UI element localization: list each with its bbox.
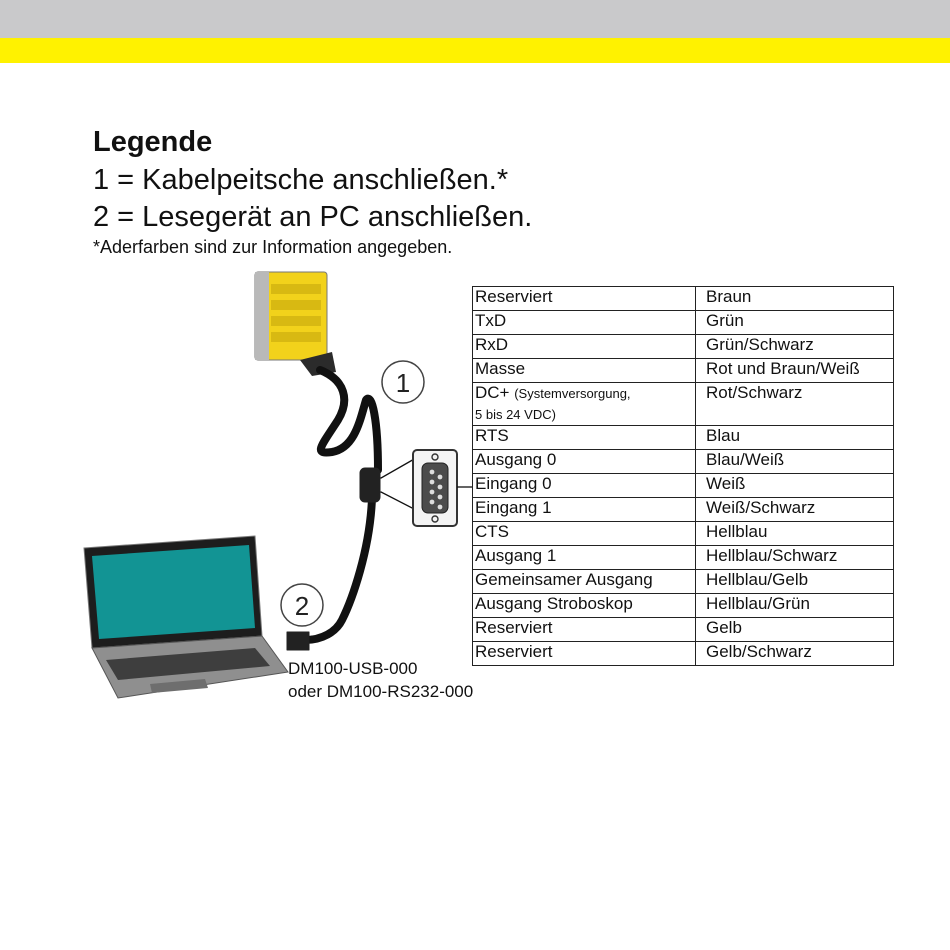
- signal-cell: [473, 383, 696, 426]
- color-cell: Rot und Braun/Weiß: [696, 359, 894, 383]
- signal-name: DC+: [475, 383, 510, 402]
- table-row: [473, 498, 894, 522]
- signal-cell: RTS: [473, 426, 696, 450]
- table-row: [473, 335, 894, 359]
- legend-step-1: 1 = Kabelpeitsche anschließen.*: [93, 164, 509, 196]
- signal-cell: Reserviert: [473, 287, 696, 311]
- color-cell: Blau/Weiß: [696, 450, 894, 474]
- svg-text:1: 1: [395, 368, 411, 398]
- color-cell: Hellblau/Gelb: [696, 570, 894, 594]
- legend-step-2: 2 = Lesegerät an PC anschließen.: [93, 201, 533, 233]
- signal-cell: Eingang 0: [473, 474, 696, 498]
- signal-cell: Reserviert: [473, 618, 696, 642]
- table-row: [473, 426, 894, 450]
- signal-cell: Gemeinsamer Ausgang: [473, 570, 696, 594]
- callout-2: [281, 584, 323, 626]
- signal-cell: TxD: [473, 311, 696, 335]
- signal-cell: Masse: [473, 359, 696, 383]
- color-cell: Grün/Schwarz: [696, 335, 894, 359]
- table-row: [473, 642, 894, 666]
- color-cell: Gelb/Schwarz: [696, 642, 894, 666]
- table-row: [473, 474, 894, 498]
- table-row: [473, 522, 894, 546]
- color-cell: Hellblau/Grün: [696, 594, 894, 618]
- table-row: [473, 546, 894, 570]
- color-cell: Blau: [696, 426, 894, 450]
- table-row: [473, 311, 894, 335]
- signal-cell: CTS: [473, 522, 696, 546]
- color-cell: Braun: [696, 287, 894, 311]
- signal-cell: Reserviert: [473, 642, 696, 666]
- signal-note-1: (Systemversorgung,: [514, 386, 631, 401]
- table-row: [473, 383, 894, 426]
- legend-note: *Aderfarben sind zur Information angegeben.: [93, 237, 453, 257]
- color-cell: Hellblau/Schwarz: [696, 546, 894, 570]
- callout-1: [382, 361, 424, 403]
- signal-cell: Eingang 1: [473, 498, 696, 522]
- color-cell: Hellblau: [696, 522, 894, 546]
- signal-cell: RxD: [473, 335, 696, 359]
- table-row: [473, 287, 894, 311]
- signal-cell: Ausgang Stroboskop: [473, 594, 696, 618]
- table-row: [473, 618, 894, 642]
- color-cell: Grün: [696, 311, 894, 335]
- table-row: [473, 594, 894, 618]
- signal-note-2: 5 bis 24 VDC): [475, 407, 556, 422]
- svg-text:2: 2: [294, 591, 310, 621]
- code-reader-icon: [255, 272, 336, 376]
- signal-cell: Ausgang 1: [473, 546, 696, 570]
- cable-model-rs232: oder DM100-RS232-000: [288, 682, 474, 701]
- color-cell: Rot/Schwarz: [696, 383, 894, 426]
- cable-model-usb: DM100-USB-000: [288, 659, 418, 678]
- laptop-icon: [84, 536, 288, 698]
- color-cell: Weiß/Schwarz: [696, 498, 894, 522]
- signal-cell: Ausgang 0: [473, 450, 696, 474]
- color-cell: Gelb: [696, 618, 894, 642]
- color-cell: Weiß: [696, 474, 894, 498]
- db9-connector-icon: [413, 450, 473, 526]
- wiring-table: [472, 286, 894, 666]
- legend-title: Legende: [93, 126, 213, 158]
- table-row: [473, 570, 894, 594]
- table-row: [473, 450, 894, 474]
- table-row: [473, 359, 894, 383]
